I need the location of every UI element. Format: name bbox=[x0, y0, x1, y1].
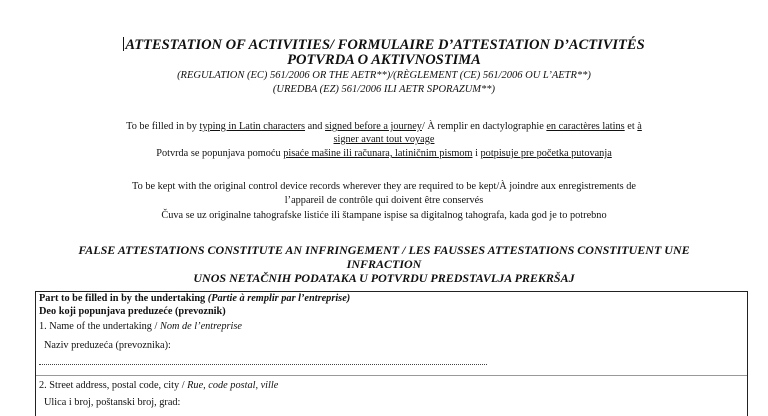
link-pisace-masine[interactable]: pisaće mašine ili računara, latiničnim pismom bbox=[283, 148, 473, 159]
kept-instruction-line-3: Čuva se uz originalne tahografske listiće ili štampane ispise sa digitalnog tahografa, kada god je to potrebno bbox=[161, 210, 607, 221]
link-caracteres-latins[interactable]: en caractères latins bbox=[546, 121, 625, 132]
field-1-label-sr: Naziv preduzeća (prevoznika): bbox=[44, 340, 171, 351]
kept-instruction-line-1: To be kept with the original control device records wherever they are required to be kept/À joindre aux enregistrements de bbox=[132, 181, 636, 192]
warning-line-3: UNOS NETAČNIH PODATAKA U POTVRDU PREDSTAVLJA PREKRŠAJ bbox=[193, 271, 575, 285]
link-signed-before-journey[interactable]: signed before a journey bbox=[325, 121, 422, 132]
field-1-label: 1. Name of the undertaking / Nom de l’entreprise bbox=[39, 321, 242, 332]
potvrda-instruction: Potvrda se popunjava pomoću pisaće mašine ili računara, latiničnim pismom i potpisuje pre početka putovanja bbox=[156, 148, 612, 159]
undertaking-section bbox=[35, 291, 748, 416]
kept-instruction-line-2: l’appareil de contrôle qui doivent être conservés bbox=[284, 195, 484, 206]
title-line-1: ATTESTATION OF ACTIVITIES/ FORMULAIRE D’ATTESTATION D’ACTIVITÉS bbox=[125, 37, 645, 53]
link-signer-avant-voyage[interactable]: signer avant tout voyage bbox=[333, 134, 435, 145]
link-a[interactable]: à bbox=[637, 121, 642, 132]
fill-instruction-line-1: To be filled in by typing in Latin characters and signed before a journey/ À remplir en dactylographie en caractères latins et à bbox=[126, 121, 642, 132]
warning-line-2: INFRACTION bbox=[346, 257, 422, 271]
regulation-line-1: (REGULATION (EC) 561/2006 OR THE AETR**)/(RÈGLEMENT (CE) 561/2006 OU L’AETR**) bbox=[177, 70, 591, 81]
regulation-line-2: (UREDBA (EZ) 561/2006 ILI AETR SPORAZUM**) bbox=[272, 84, 496, 95]
part-label: Part to be filled in by the undertaking (Partie à remplir par l’entreprise) bbox=[39, 293, 351, 304]
fill-instruction-line-2 bbox=[0, 134, 768, 145]
warning-line-1: FALSE ATTESTATIONS CONSTITUTE AN INFRINGEMENT / LES FAUSSES ATTESTATIONS CONSTITUENT UNE bbox=[78, 243, 690, 257]
field-2-label-sr: Ulica i broj, poštanski broj, grad: bbox=[44, 397, 181, 408]
link-potpisuje[interactable]: potpisuje pre početka putovanja bbox=[480, 148, 612, 159]
part-label-sr: Deo koji popunjava preduzeće (prevoznik) bbox=[39, 306, 226, 317]
field-divider bbox=[36, 375, 747, 376]
title-line-2: POTVRDA O AKTIVNOSTIMA bbox=[287, 52, 481, 68]
undertaking-name-field[interactable] bbox=[39, 364, 487, 365]
field-2-label: 2. Street address, postal code, city / Rue, code postal, ville bbox=[39, 380, 279, 391]
link-latin-characters[interactable]: typing in Latin characters bbox=[199, 121, 306, 132]
